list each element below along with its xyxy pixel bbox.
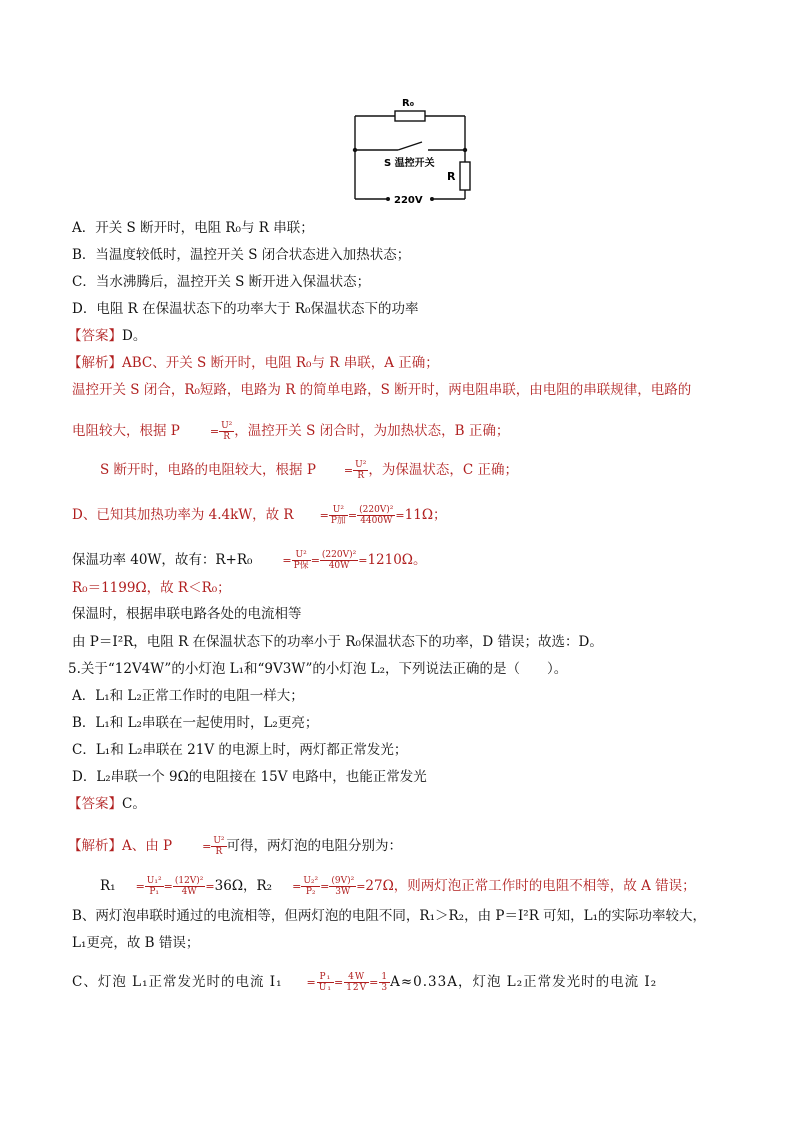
q4-analysis-7: R₀＝1199Ω，故 R＜R₀； [72, 580, 231, 596]
r-resistor [460, 162, 470, 190]
q5-analysis-1: 【解析】A、由 P = $\frac{\text{U²}}{R}$ 可得，两灯泡的电阻分别为： [68, 836, 403, 857]
q4-analysis-9: 由 P＝I²R，电阻 R 在保温状态下的功率小于 R₀保温状态下的功率，D 错误；故选：D。 [72, 634, 603, 650]
q5-stem: 5.关于“12V4W”的小灯泡 L₁和“9V3W”的小灯泡 L₂，下列说法正确的是（ ）。 [68, 661, 568, 677]
q4-option-d: D．电阻 R 在保温状态下的功率大于 R₀保温状态下的功率 [72, 301, 419, 317]
analysis-tag: 【解析】 [68, 355, 122, 371]
r0-resistor [395, 111, 425, 121]
q4-analysis-6: 保温功率 40W，故有：R+R₀ = $\frac{\text{U²}}{\text{P保}}$ = $\frac{\text{(220V)²}}{40W}$ =1210Ω。 [72, 550, 427, 571]
q4-answer [68, 326, 146, 346]
q5-analysis-4: L₁更亮，故 B 错误； [72, 935, 200, 951]
q4-analysis-2: 温控开关 S 闭合，R₀短路，电路为 R 的简单电路，S 断开时，两电阻串联，由电阻的串联规律，电路的 [72, 382, 692, 398]
answer-tag: 【答案】 [68, 328, 122, 344]
r-label: R [447, 170, 456, 183]
q4-option-a: A．开关 S 断开时，电阻 R₀与 R 串联； [72, 220, 314, 236]
q4-analysis-5: D、已知其加热功率为 4.4kW，故 R = $\frac{\text{U²}}{\text{P加}}$ = $\frac{\text{(220V)²}}{4400W}$ =11Ω； [72, 505, 447, 526]
q5-analysis-5: C、灯泡 L₁正常发光时的电流 I₁ = $\frac{\text{P₁}}{\text{U₁}}$ = $\frac{4W}{12V}$ = $\frac{1}{3}$ A≈0.33A，灯泡 L₂正常发光时的电流 I₂ [72, 972, 658, 993]
circuit-diagram [350, 92, 475, 210]
answer-value: D。 [122, 328, 147, 344]
q4-analysis-1: 【解析】ABC、开关 S 断开时，电阻 R₀与 R 串联，A 正确； [68, 355, 439, 371]
q5-option-b: B．L₁和 L₂串联在一起使用时，L₂更亮； [72, 715, 319, 731]
q4-option-c: C．当水沸腾后，温控开关 S 断开进入保温状态； [72, 274, 371, 290]
q5-option-a: A．L₁和 L₂正常工作时的电阻一样大； [72, 688, 304, 704]
voltage-label: 220V [394, 195, 423, 206]
q5-option-c: C．L₁和 L₂串联在 21V 的电源上时，两灯都正常发光； [72, 742, 408, 758]
switch-blade [398, 142, 422, 150]
q4-analysis-3: 电阻较大，根据 P = $\frac{\text{U²}}{R}$ ，温控开关 S 闭合时，为加热状态，B 正确； [72, 421, 510, 442]
q5-answer: 【答案】C。 [68, 796, 146, 812]
switch-label: S 温控开关 [384, 158, 435, 169]
r0-label: R₀ [402, 98, 415, 109]
q5-option-d: D．L₂串联一个 9Ω的电阻接在 15V 电路中，也能正常发光 [72, 769, 427, 785]
q5-analysis-2: R₁ = $\frac{\text{U₁²}}{\text{P₁}}$ = $\frac{\text{(12V)²}}{4W}$ =36Ω，R₂ = $\frac{\text{U₂²}}{\text{P₂}}$ = $\frac{\text{(9V)²}}{3W}$ =27Ω，则两灯泡正常工作时的电阻不相等，故 A 错误； [100, 876, 696, 897]
q4-analysis-8: 保温时，根据串联电路各处的电流相等 [72, 606, 302, 622]
q4-option-b: B．当温度较低时，温控开关 S 闭合状态进入加热状态； [72, 247, 411, 263]
q5-analysis-3: B、两灯泡串联时通过的电流相等，但两灯泡的电阻不同，R₁＞R₂，由 P＝I²R 可知，L₁的实际功率较大， [72, 908, 707, 924]
q4-analysis-4: S 断开时，电路的电阻较大，根据 P = $\frac{\text{U²}}{R}$ ，为保温状态，C 正确； [100, 460, 518, 481]
